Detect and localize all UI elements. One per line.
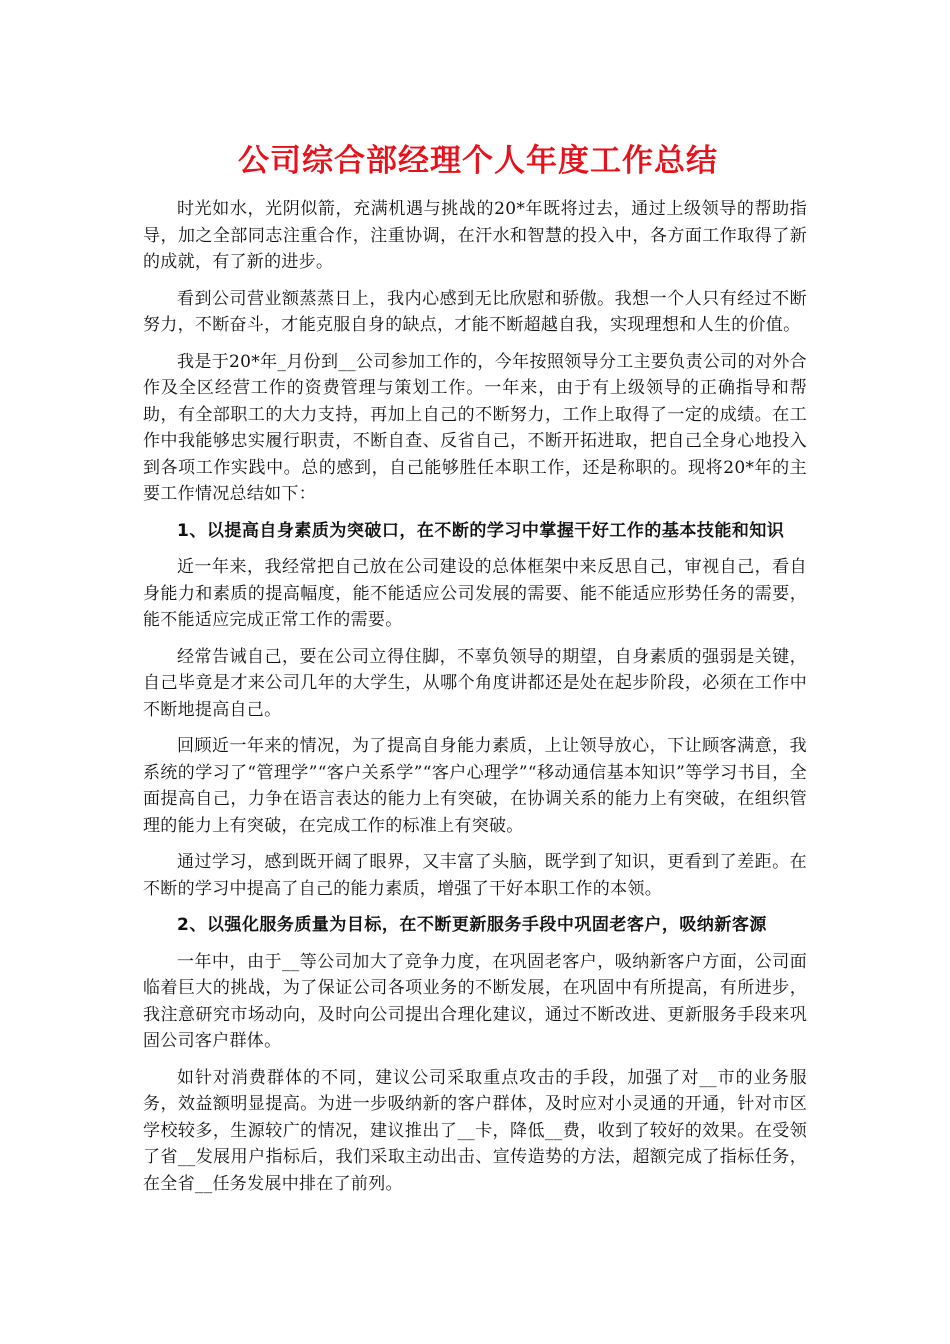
section-heading-1: 1、以提高自身素质为突破口，在不断的学习中掌握干好工作的基本技能和知识 [177, 520, 785, 541]
document-body [143, 136, 807, 1207]
paragraph-study-result: 通过学习，感到既开阔了眼界，又丰富了头脑，既学到了知识，更看到了差距。在不断的学习中提高了自己的能力素质，增强了干好本职工作的本领。 [143, 852, 807, 899]
paragraph-reflection: 看到公司营业额蒸蒸日上，我内心感到无比欣慰和骄傲。我想一个人只有经过不断努力，不断奋斗，才能克服自身的缺点，才能不断超越自我，实现理想和人生的价值。 [143, 288, 807, 335]
paragraph-role: 我是于20*年_月份到__公司参加工作的，今年按照领导分工主要负责公司的对外合作及全区经营工作的资费管理与策划工作。一年来，由于有上级领导的正确指导和帮助，有全部职工的大力支持，再加上自己的不断努力，工作上取得了一定的成绩。在工作中我能够忠实履行职责，不断自查、反省自己，不断开拓进取，把自己全身心地投入到各项工作实践中。总的感到，自己能够胜任本职工作，还是称职的。现将20*年的主要工作情况总结如下： [143, 351, 807, 504]
paragraph-study: 回顾近一年来的情况，为了提高自身能力素质，上让领导放心，下让顾客满意，我系统的学习了“管理学”“客户关系学”“客户心理学”“移动通信基本知识”等学习书目，全面提高自己，力争在语言表达的能力上有突破，在协调关系的能力上有突破，在组织管理的能力上有突破，在完成工作的标准上有突破。 [143, 736, 807, 836]
paragraph-customer-strategy: 如针对消费群体的不同，建议公司采取重点攻击的手段，加强了对__市的业务服务，效益额明显提高。为进一步吸纳新的客户群体，及时应对小灵通的开通，针对市区学校较多，生源较广的情况，建议推出了__卡，降低__费，收到了较好的效果。在受领了省__发展用户指标后，我们采取主动出击、宣传造势的方法，超额完成了指标任务，在全省__任务发展中排在了前列。 [143, 1067, 807, 1194]
paragraph-self-warning: 经常告诫自己，要在公司立得住脚，不辜负领导的期望，自身素质的强弱是关键，自己毕竟是才来公司几年的大学生，从哪个角度讲都还是处在起步阶段，必须在工作中不断地提高自己。 [143, 646, 807, 720]
section-heading-2: 2、以强化服务质量为目标，在不断更新服务手段中巩固老客户，吸纳新客源 [177, 915, 767, 935]
paragraph-competition: 一年中，由于__等公司加大了竞争力度，在巩固老客户，吸纳新客户方面，公司面临着巨大的挑战，为了保证公司各项业务的不断发展，在巩固中有所提高，有所进步，我注意研究市场动向，及时向公司提出合理化建议，通过不断改进、更新服务手段来巩固公司客户群体。 [143, 951, 807, 1051]
paragraph-self-review: 近一年来，我经常把自己放在公司建设的总体框架中来反思自己，审视自己，看自身能力和素质的提高幅度，能不能适应公司发展的需要、能不能适应形势任务的需要，能不能适应完成正常工作的需要。 [143, 557, 807, 630]
document-title: 公司综合部经理个人年度工作总结 [238, 143, 718, 179]
paragraph-intro: 时光如水，光阴似箭，充满机遇与挑战的20*年既将过去，通过上级领导的帮助指导，加之全部同志注重合作，注重协调，在汗水和智慧的投入中，各方面工作取得了新的成就，有了新的进步。 [143, 199, 807, 272]
